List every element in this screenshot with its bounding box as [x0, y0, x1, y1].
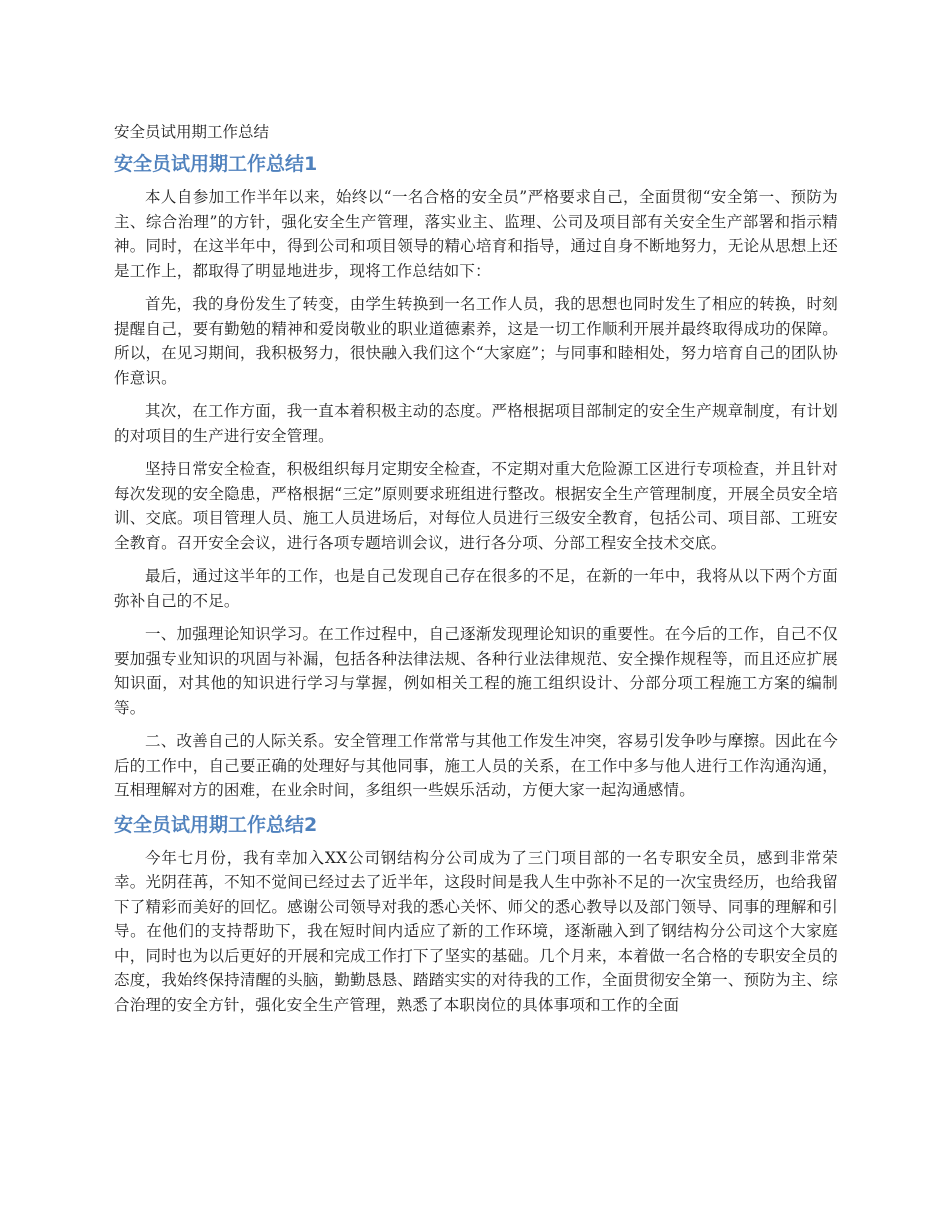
section-heading: 安全员试用期工作总结2 — [114, 813, 318, 836]
paragraph: 其次，在工作方面，我一直本着积极主动的态度。严格根据项目部制定的安全生产规章制度，有计划的对项目的生产进行安全管理。 — [114, 402, 838, 445]
paragraph: 首先，我的身份发生了转变，由学生转换到一名工作人员，我的思想也同时发生了相应的转换，时刻提醒自己，要有勤勉的精神和爱岗敬业的职业道德素养，这是一切工作顺利开展并最终取得成功的保障。所以，在见习期间，我积极努力，很快融入我们这个“大家庭”；与同事和睦相处，努力培育自己的团队协作意识。 — [114, 295, 838, 387]
section-1 — [114, 151, 838, 803]
paragraph: 最后，通过这半年的工作，也是自己发现自己存在很多的不足，在新的一年中，我将从以下两个方面弥补自己的不足。 — [114, 567, 838, 610]
paragraph: 今年七月份，我有幸加入XX公司钢结构分公司成为了三门项目部的一名专职安全员，感到非常荣幸。光阴荏苒，不知不觉间已经过去了近半年，这段时间是我人生中弥补不足的一次宝贵经历，也给我留下了精彩而美好的回忆。感谢公司领导对我的悉心关怀、师父的悉心教导以及部门领导、同事的理解和引导。在他们的支持帮助下，我在短时间内适应了新的工作环境，逐渐融入到了钢结构分公司这个大家庭中，同时也为以后更好的开展和完成工作打下了坚实的基础。几个月来，本着做一名合格的专职安全员的态度，我始终保持清醒的头脑，勤勤恳恳、踏踏实实的对待我的工作，全面贯彻安全第一、预防为主、综合治理的安全方针，强化安全生产管理，熟悉了本职岗位的具体事项和工作的全面 — [114, 848, 838, 1014]
section-heading: 安全员试用期工作总结1 — [114, 153, 318, 175]
paragraph: 二、改善自己的人际关系。安全管理工作常常与其他工作发生冲突，容易引发争吵与摩擦。因此在今后的工作中，自己要正确的处理好与其他同事，施工人员的关系，在工作中多与他人进行工作沟通沟通，互相理解对方的困难，在业余时间，多组织一些娱乐活动，方便大家一起沟通感情。 — [114, 732, 838, 799]
document-title: 安全员试用期工作总结 — [114, 123, 270, 141]
document-page — [114, 120, 838, 1026]
paragraph: 坚持日常安全检查，积极组织每月定期安全检查，不定期对重大危险源工区进行专项检查，并且针对每次发现的安全隐患，严格根据“三定”原则要求班组进行整改。根据安全生产管理制度，开展全员安全培训、交底。项目管理人员、施工人员进场后，对每位人员进行三级安全教育，包括公司、项目部、工班安全教育。召开安全会议，进行各项专题培训会议，进行各分项、分部工程安全技术交底。 — [114, 460, 838, 552]
section-2 — [114, 812, 838, 1018]
paragraph: 本人自参加工作半年以来，始终以“一名合格的安全员”严格要求自己，全面贯彻“安全第一、预防为主、综合治理”的方针，强化安全生产管理，落实业主、监理、公司及项目部有关安全生产部署和指示精神。同时，在这半年中，得到公司和项目领导的精心培育和指导，通过自身不断地努力，无论从思想上还是工作上，都取得了明显地进步，现将工作总结如下： — [114, 188, 838, 280]
paragraph: 一、加强理论知识学习。在工作过程中，自己逐渐发现理论知识的重要性。在今后的工作，自己不仅要加强专业知识的巩固与补漏，包括各种法律法规、各种行业法律规范、安全操作规程等，而且还应扩展知识面，对其他的知识进行学习与掌握，例如相关工程的施工组织设计、分部分项工程施工方案的编制等。 — [114, 625, 838, 717]
